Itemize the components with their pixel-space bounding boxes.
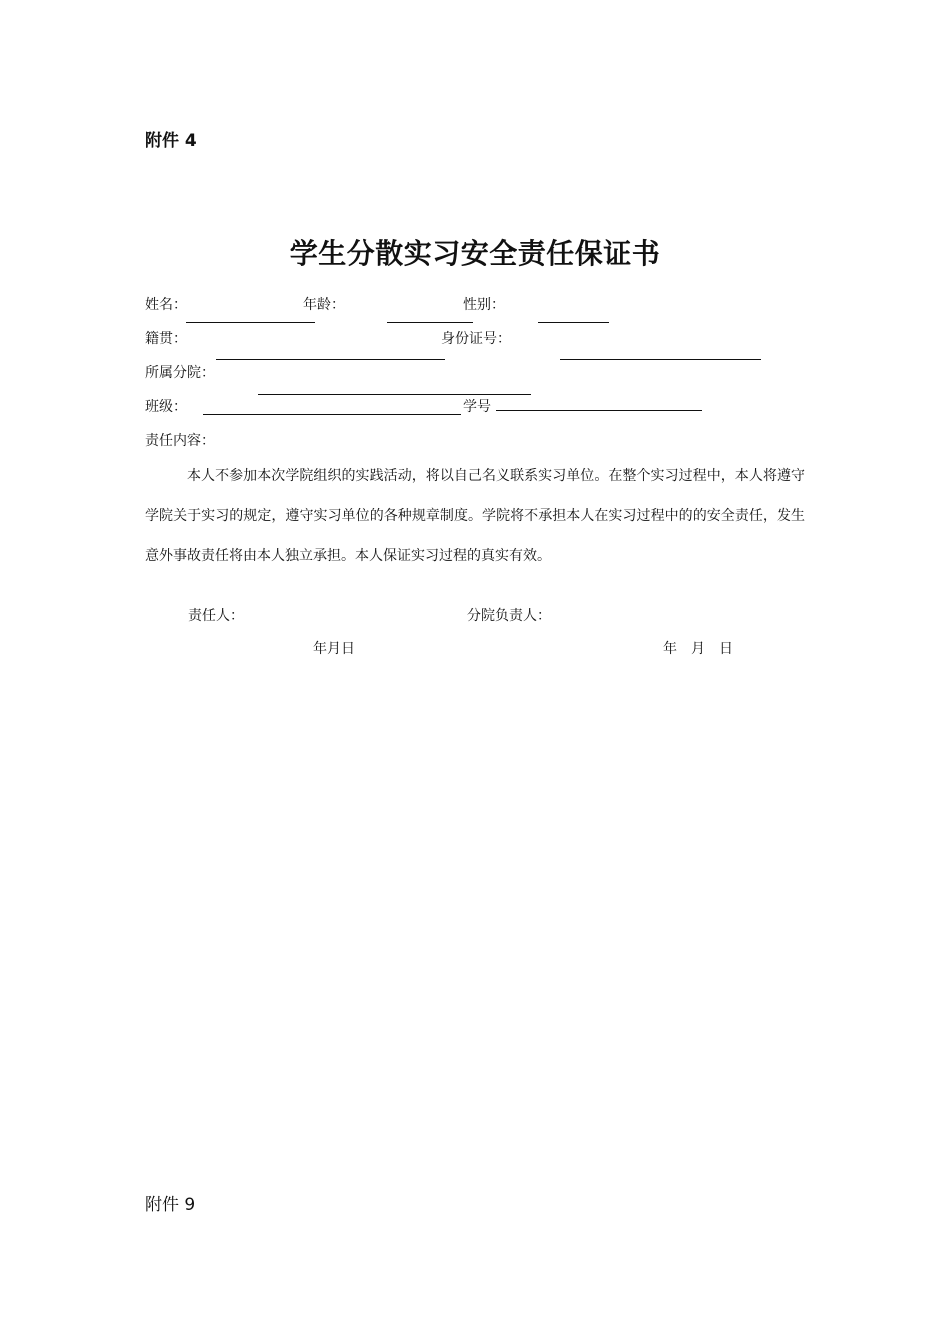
date-right-year: 年 [663, 641, 677, 657]
id-number-underline [560, 359, 761, 360]
gender-label: 性别： [463, 297, 505, 313]
class-label: 班级： [145, 399, 187, 415]
responsibility-paragraph: 本人不参加本次学院组织的实践活动，将以自己名义联系实习单位。在整个实习过程中，本人将遵守学院关于实习的规定，遵守实习单位的各种规章制度。学院将不承担本人在实习过程中的的安全责任，发生意外事故责任将由本人独立承担。本人保证实习过程的真实有效。 [145, 468, 805, 564]
age-label: 年龄： [303, 297, 345, 313]
name-label: 姓名： [145, 297, 187, 313]
college-label: 所属分院： [145, 365, 215, 381]
id-number-label: 身份证号： [441, 331, 511, 347]
content-label: 责任内容： [145, 433, 215, 449]
hometown-label: 籍贯： [145, 331, 187, 347]
date-right-month: 月 [691, 641, 705, 657]
date-right [663, 638, 733, 658]
attachment-label-bottom: 附件 9 [145, 1195, 196, 1215]
student-id-underline [496, 410, 702, 411]
responsible-person-label: 责任人： [188, 608, 244, 624]
date-right-day: 日 [719, 641, 733, 657]
date-left: 年月日 [313, 641, 355, 657]
document-title: 学生分散实习安全责任保证书 [289, 237, 661, 270]
name-underline [186, 322, 315, 323]
gender-underline [538, 322, 609, 323]
dept-head-label: 分院负责人： [467, 608, 551, 624]
attachment-label-top: 附件 4 [145, 131, 197, 151]
age-underline [387, 322, 473, 323]
hometown-underline [216, 359, 445, 360]
class-underline [203, 414, 461, 415]
college-underline [258, 394, 531, 395]
student-id-label: 学号 [463, 399, 491, 415]
